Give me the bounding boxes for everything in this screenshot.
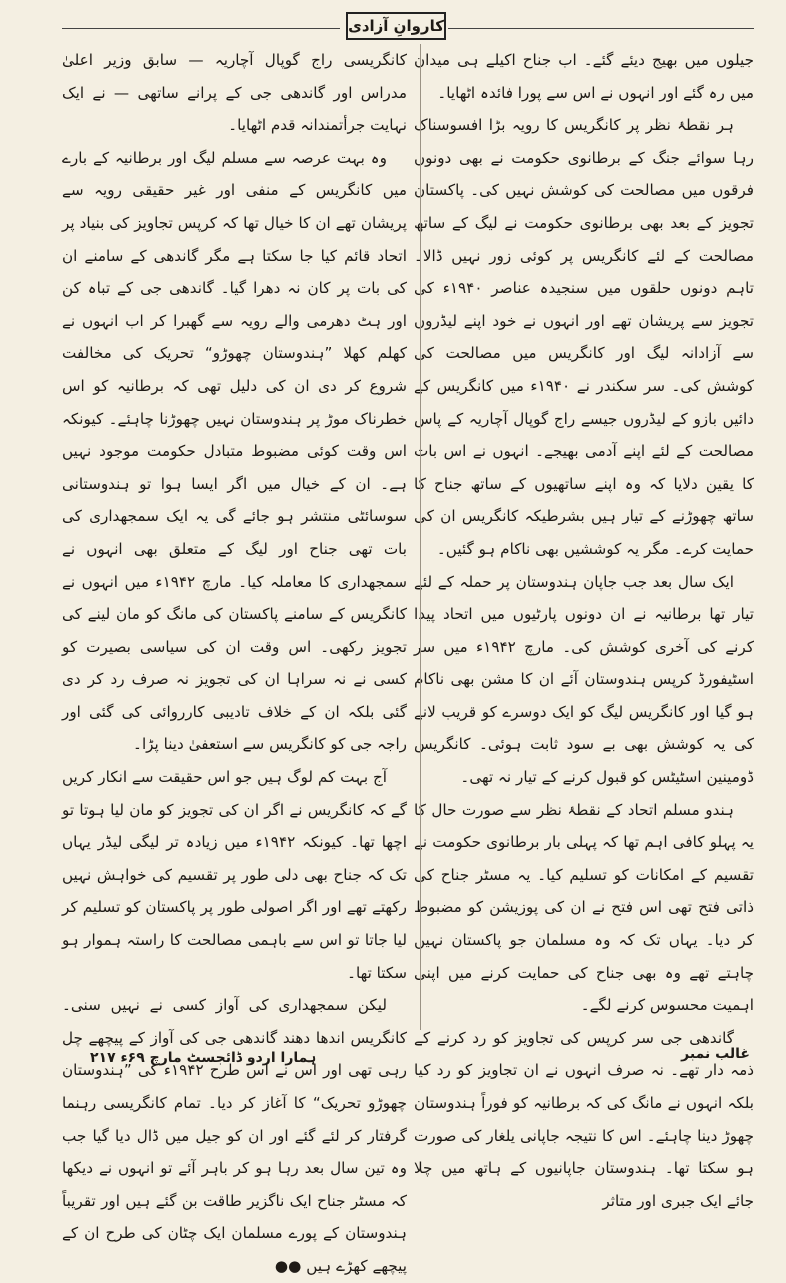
end-mark: ●●: [274, 1256, 302, 1275]
paragraph: آج بہت کم لوگ ہیں جو اس حقیقت سے انکار کریں گے کہ کانگریس نے اگر ان کی تجویز کو مان لیا ہوتا تو اچھا تھا۔ کیونکہ ۱۹۴۲ء میں زیادہ تر لیگی لیڈر یہاں تک کہ جناح بھی دلی طور پر تقسیم کی خواہش نہیں رکھتے تھے اور اگر اصولی طور پر پاکستان کو تسلیم کر لیا جاتا تو اس سے باہمی مصالحت کا راستہ ہموار ہو سکتا تھا۔: [62, 768, 407, 982]
paragraph: جیلوں میں بھیج دیئے گئے۔ اب جناح اکیلے ہی میدان میں رہ گئے اور انہوں نے اس سے پورا فائدہ اٹھایا۔: [414, 51, 754, 102]
paragraph: گاندھی جی سر کرپس کی تجاویز کو رد کرنے کے ذمہ دار تھے۔ نہ صرف انہوں نے ان تجاویز کو رد کیا بلکہ انہوں نے مانگ کی کہ برطانیہ کو فوراً ہندوستان چھوڑ دینا چاہئے۔ اس کا نتیجہ جاپانی یلغار کی صورت ہو سکتا تھا۔ ہندوستان جاپانیوں کے ہاتھ میں چلا جائے ایک جبری اور متاثر: [414, 1028, 754, 1210]
paragraph: کانگریسی راج گوپال آچاریہ — سابق وزیر اعلیٰ مدراس اور گاندھی جی کے پرانے ساتھی — نے ایک نہایت جرأتمندانہ قدم اٹھایا۔: [62, 51, 407, 135]
paragraph: [62, 989, 407, 1282]
right-column: [414, 44, 754, 1217]
column-divider: [420, 44, 421, 1030]
paragraph: ہر نقطۂ نظر پر کانگریس کا رویہ بڑا افسوسناک رہا سوائے جنگ کے برطانوی حکومت نے بھی دونوں فرقوں میں مصالحت کی کوشش نہیں کی۔ پاکستان تجویز کے بعد بھی برطانوی حکومت نے لیگ کے ساتھ مصالحت کے لئے کانگریس پر کوئی زور نہیں ڈالا۔ تاہم دونوں حلقوں میں سنجیدہ عناصر ۱۹۴۰ء کی تجویز سے پریشان تھے اور انہوں نے خود اپنے لیڈروں سے آزادانہ لیگ اور کانگریس میں مصالحت کی کوشش کی۔ سر سکندر نے ۱۹۴۰ء میں کانگریس کے دائیں بازو کے لیڈروں جیسے راج گوپال آچاریہ کے پاس مصالحت کے لئے اپنے آدمی بھیجے۔ انہوں نے اس بات کا یقین دلایا کہ وہ اپنے ساتھیوں کے ساتھ جناح کا ساتھ چھوڑنے کے تیار ہیں بشرطیکہ کانگریس ان کی حمایت کرے۔ مگر یہ کوششیں بھی ناکام ہو گئیں۔: [414, 116, 754, 558]
paragraph: وہ بہت عرصہ سے مسلم لیگ اور برطانیہ کے بارے میں کانگریس کے منفی اور غیر حقیقی رویہ سے پریشان تھے ان کا خیال تھا کہ کرپس تجاویز کی بنیاد پر اتحاد قائم کیا جا سکتا ہے مگر گاندھی کے سامنے ان کی بات پر کان نہ دھرا گیا۔ گاندھی جی کے تباہ کن اور ہٹ دھرمی والے رویہ سے گھبرا کر اب انہوں نے کھلم کھلا ”ہندوستان چھوڑو“ تحریک کی مخالفت شروع کر دی ان کی دلیل تھی کہ برطانیہ کو اس خطرناک موڑ پر ہندوستان نہیں چھوڑنا چاہئے۔ کیونکہ اس وقت کوئی مضبوط متبادل حکومت موجود نہیں ہے۔ ان کے خیال میں اگر ایسا ہوا تو ہندوستانی سوسائٹی منتشر ہو جائے گی یہ ایک سمجھداری کی بات تھی جناح اور لیگ کے متعلق بھی انہوں نے سمجھداری کا معاملہ کیا۔ مارچ ۱۹۴۲ء میں انہوں نے کانگریس کے سامنے پاکستان کی مانگ کو مان لینے کی تجویز رکھی۔ اس وقت ان کی سیاسی بصیرت کو کسی نے نہ سراہا ان کی تجویز نہ صرف رد کر دی گئی بلکہ ان کے خلاف تادیبی کارروائی کی گئی اور راجہ جی کو کانگریس سے استعفیٰ دینا پڑا۔: [62, 148, 407, 754]
header-rule-right: [448, 28, 754, 29]
paragraph-text: لیکن سمجھداری کی آواز کسی نے نہیں سنی۔ کانگریس اندھا دھند گاندھی جی کی آواز کے پیچھے چل رہی تھی اور اس نے اس طرح ۱۹۴۲ء کی ”ہندوستان چھوڑو تحریک“ کا آغاز کر دیا۔ تمام کانگریسی رہنما گرفتار کر لئے گئے اور ان کو جیل میں ڈال دیا گیا جب وہ تین سال بعد رہا ہو کر باہر آئے تو انہوں نے دیکھا کہ مسٹر جناح ایک ناگزیر طاقت بن گئے ہیں اور تقریباً ہندوستان کے پورے مسلمان ایک چٹان کی طرح ان کے پیچھے کھڑے ہیں: [62, 996, 407, 1275]
paragraph: ایک سال بعد جب جاپان ہندوستان پر حملہ کے لئے تیار تھا برطانیہ نے ان دونوں پارٹیوں میں اتحاد پیدا کرنے کی آخری کوشش کی۔ مارچ ۱۹۴۲ء میں سر اسٹیفورڈ کرپس ہندوستان آئے ان کا مشن بھی ناکام ہو گیا اور کانگریس لیگ کو ایک دوسرے کو قریب لانے کی یہ کوشش بھی بے سود ثابت ہوئی۔ کانگریس ڈومینین اسٹیٹس کو قبول کرنے کے تیار نہ تھی۔: [414, 572, 754, 787]
running-header: کاروانِ آزادی: [346, 12, 446, 40]
header-rule-left: [62, 28, 340, 29]
footer-issue-name: غالب نمبر: [681, 1046, 750, 1062]
left-column: [62, 44, 407, 1283]
footer-folio: ہمارا اردو ڈائجسٹ مارچ ۶۹ء ۲۱۷: [90, 1050, 317, 1066]
paragraph: ہندو مسلم اتحاد کے نقطۂ نظر سے صورت حال کا یہ پہلو کافی اہم تھا کہ پہلی بار برطانوی حکومت نے تقسیم کے امکانات کو تسلیم کیا۔ یہ مسٹر جناح کی ذاتی فتح تھی اس فتح نے ان کی پوزیشن کو مضبوط کر دیا۔ یہاں تک کہ وہ مسلمان جو پاکستان نہیں چاہتے تھے وہ بھی جناح کی حمایت کرنے میں اپنی اہمیت محسوس کرنے لگے۔: [414, 800, 754, 1015]
